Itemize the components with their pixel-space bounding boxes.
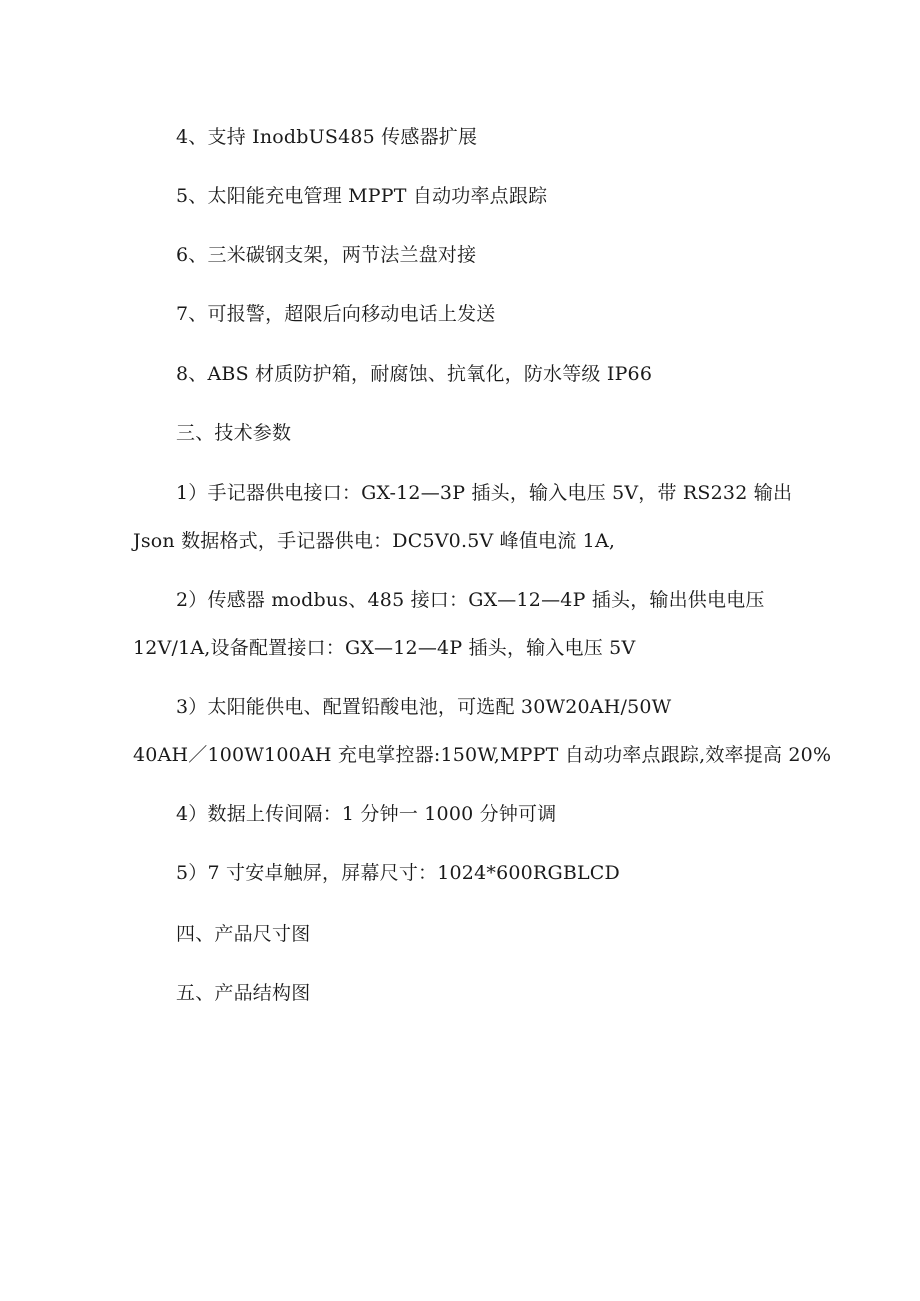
feature-item: 7、可报警，超限后向移动电话上发送: [176, 303, 496, 325]
feature-item: 8、ABS 材质防护箱，耐腐蚀、抗氧化，防水等级 IP66: [176, 363, 653, 385]
param-line: 12V/1A,设备配置接口：GX—12—4P 插头，输入电压 5V: [133, 637, 636, 659]
param-line: 3）太阳能供电、配置铅酸电池，可选配 30W20AH/50W: [176, 696, 672, 718]
param-line: 40AH／100W100AH 充电掌控器:150W,MPPT 自动功率点跟踪,效率提高 20%: [133, 744, 832, 766]
feature-item: 4、支持 InodbUS485 传感器扩展: [176, 126, 478, 148]
param-line: 4）数据上传间隔：1 分钟一 1000 分钟可调: [176, 803, 557, 825]
feature-item: 6、三米碳钢支架，两节法兰盘对接: [176, 244, 477, 266]
param-line: 5）7 寸安卓触屏，屏幕尺寸：1024*600RGBLCD: [176, 862, 620, 884]
param-line: 1）手记器供电接口：GX-12—3P 插头，输入电压 5V，带 RS232 输出: [176, 482, 793, 504]
section-heading: 五、产品结构图: [176, 982, 311, 1004]
section-heading: 四、产品尺寸图: [176, 923, 311, 945]
section-heading: 三、技术参数: [176, 422, 292, 444]
param-line: Json 数据格式，手记器供电：DC5V0.5V 峰值电流 1A,: [133, 530, 616, 552]
feature-item: 5、太阳能充电管理 MPPT 自动功率点跟踪: [176, 185, 548, 207]
param-line: 2）传感器 modbus、485 接口：GX—12—4P 插头，输出供电电压: [176, 589, 765, 611]
